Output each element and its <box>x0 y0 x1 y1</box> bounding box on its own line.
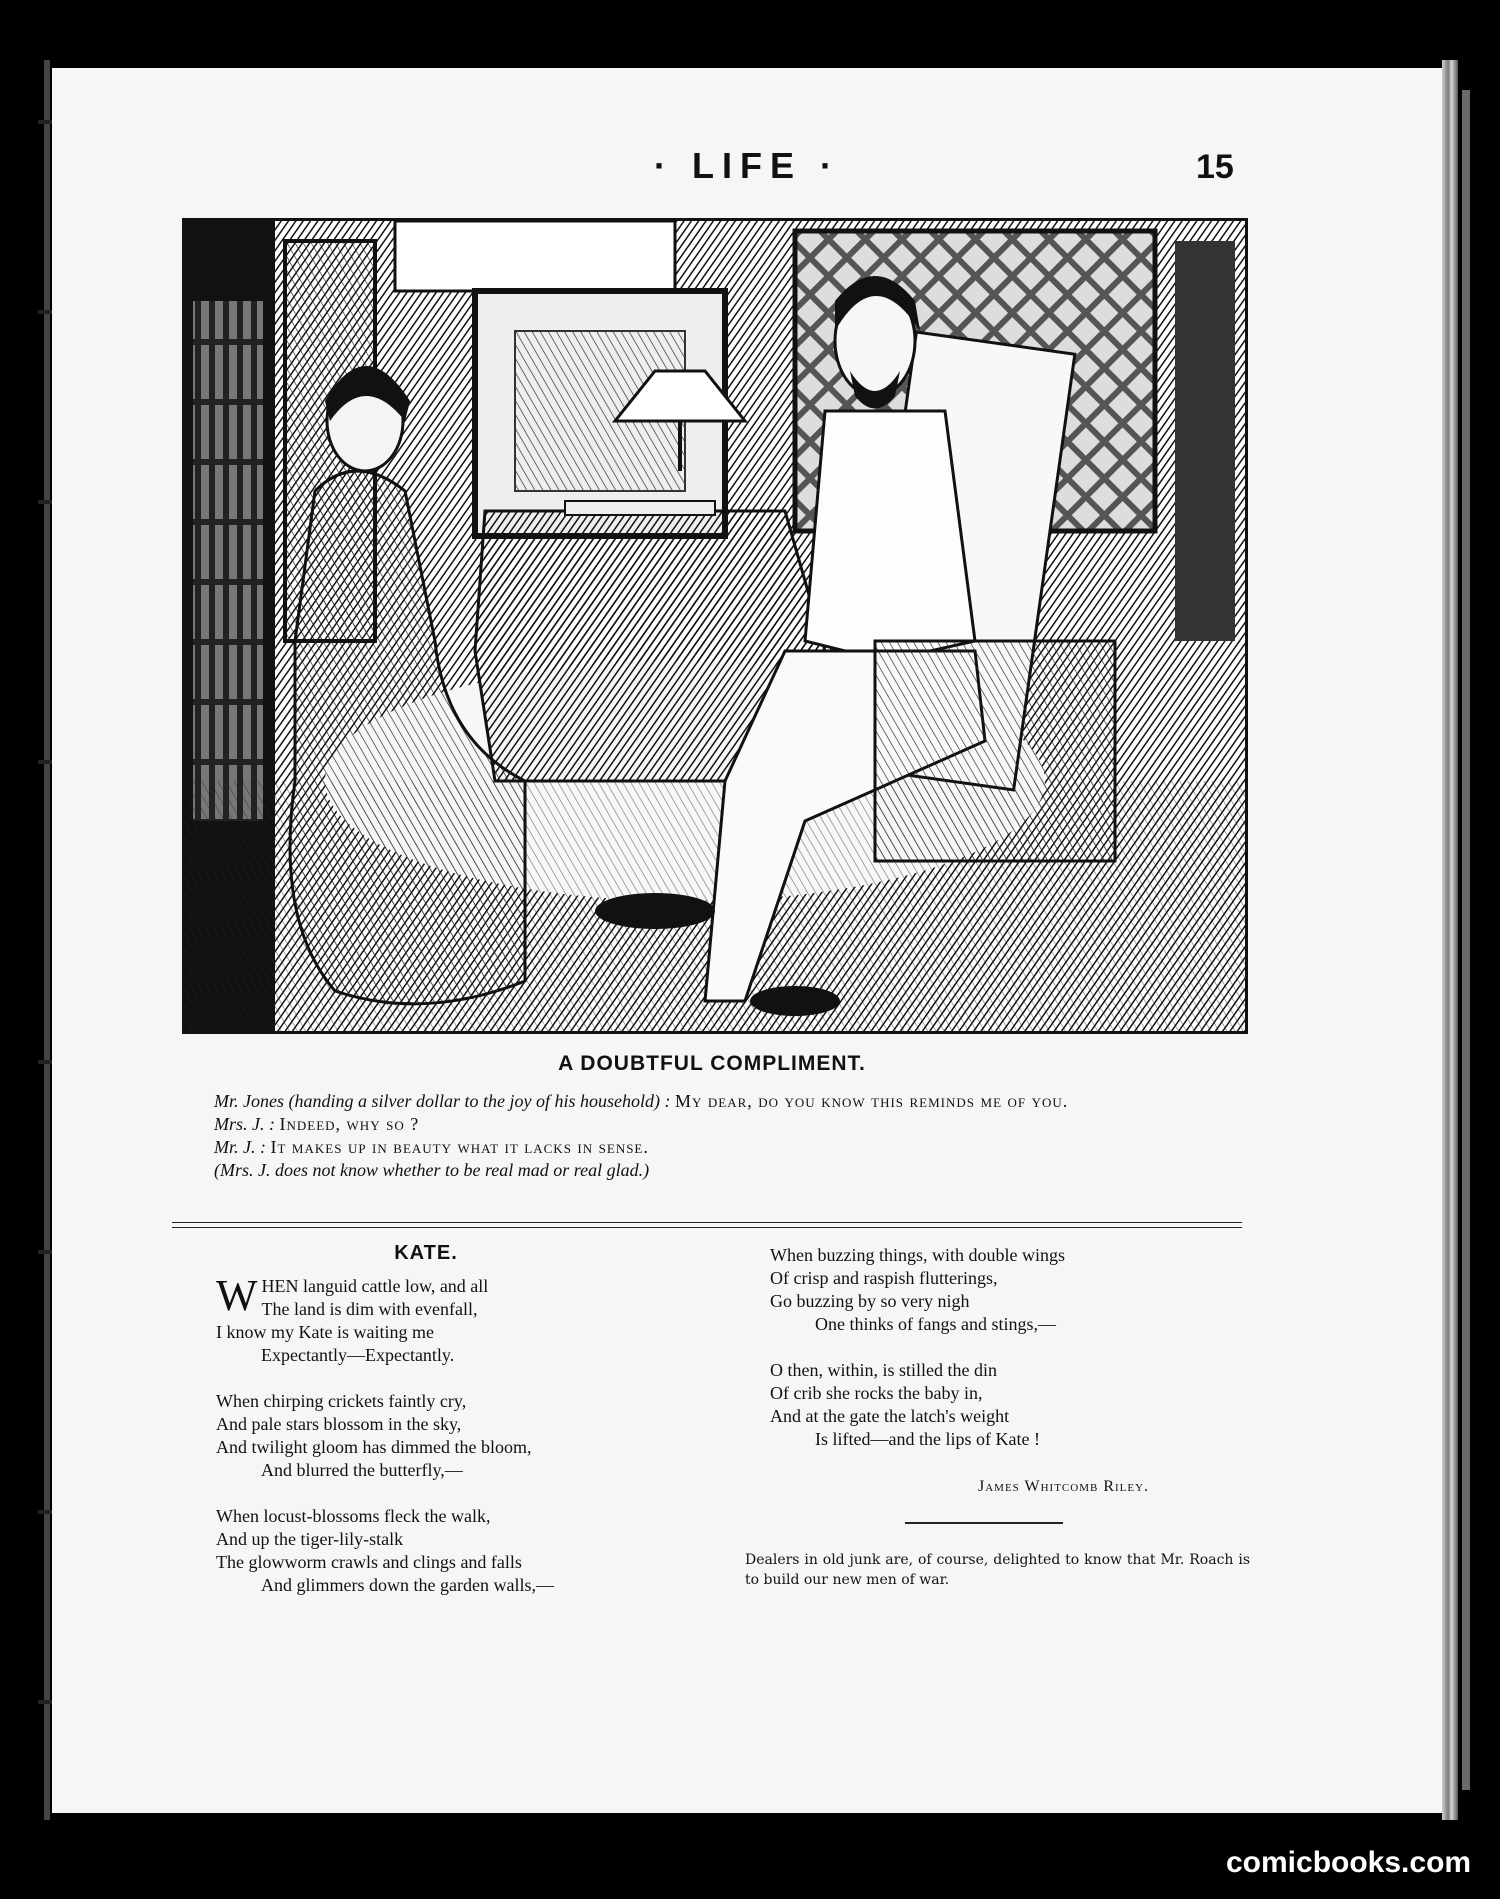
cartoon-illustration <box>182 218 1248 1034</box>
poem-line: And up the tiger-lily-stalk <box>216 1529 404 1549</box>
poem-line: Go buzzing by so very nigh <box>770 1291 970 1311</box>
stage-direction: (Mrs. J. does not know whether to be real mad or real glad.) <box>214 1160 650 1180</box>
poem-stanza <box>770 1359 1240 1451</box>
poem-line: And pale stars blossom in the sky, <box>216 1414 462 1434</box>
poem-line: I know my Kate is waiting me <box>216 1322 434 1342</box>
cartoon-title: A DOUBTFUL COMPLIMENT. <box>558 1052 866 1075</box>
speech: It makes up in beauty what it lacks in sense. <box>270 1137 649 1157</box>
masthead: · LIFE · <box>654 145 840 186</box>
poem-line: When buzzing things, with double wings <box>770 1245 1065 1265</box>
book-binding <box>44 60 50 1820</box>
poem-column-right <box>770 1244 1240 1474</box>
poem-line: Is lifted—and the lips of Kate ! <box>815 1429 1040 1449</box>
poem-line: When locust-blossoms fleck the walk, <box>216 1506 491 1526</box>
stage-direction: (handing a silver dollar to the joy of his household) : <box>288 1091 671 1111</box>
poem-line: And twilight gloom has dimmed the bloom, <box>216 1437 532 1457</box>
poem-line: And at the gate the latch's weight <box>770 1406 1010 1426</box>
drop-cap: W <box>216 1271 258 1320</box>
cartoon-dialogue <box>172 1090 1252 1182</box>
speech: My dear, do you know this reminds me of you. <box>674 1091 1069 1111</box>
speaker: Mrs. J. : <box>214 1114 275 1134</box>
poem-line: Of crisp and raspish flutterings, <box>770 1268 998 1288</box>
engraving-image <box>185 221 1245 1031</box>
poem-stanza <box>216 1505 686 1597</box>
watermark: comicbooks.com <box>1226 1846 1472 1879</box>
speaker: Mr. Jones <box>214 1091 284 1111</box>
poem-line: Expectantly—Expectantly. <box>261 1345 455 1365</box>
poem-column-left <box>216 1242 686 1620</box>
poem-line: The land is dim with evenfall, <box>261 1299 478 1319</box>
editorial-notice: Dealers in old junk are, of course, delighted to know that Mr. Roach is to build our new men of war. <box>745 1552 1250 1588</box>
page-edge <box>1462 90 1470 1790</box>
speech: Indeed, why so ? <box>279 1114 420 1134</box>
page-edge <box>1442 60 1458 1820</box>
poem-line: HEN languid cattle low, and all <box>261 1276 489 1296</box>
page-number: 15 <box>1196 148 1234 186</box>
poem-line: Of crib she rocks the baby in, <box>770 1383 983 1403</box>
short-divider <box>905 1522 1063 1524</box>
poem-line: O then, within, is stilled the din <box>770 1360 997 1380</box>
poem-stanza <box>216 1390 686 1482</box>
dialogue-line <box>172 1159 1252 1182</box>
poem-stanza <box>216 1271 686 1367</box>
poem-line: The glowworm crawls and clings and falls <box>216 1552 522 1572</box>
section-divider <box>172 1227 1242 1228</box>
section-divider <box>172 1222 1242 1223</box>
poem-line: When chirping crickets faintly cry, <box>216 1391 467 1411</box>
poem-author: James Whitcomb Riley. <box>978 1478 1150 1495</box>
poem-line: One thinks of fangs and stings,— <box>815 1314 1056 1334</box>
dialogue-line <box>172 1136 1252 1159</box>
poem-line: And glimmers down the garden walls,— <box>261 1575 554 1595</box>
dialogue-line <box>172 1113 1252 1136</box>
speaker: Mr. J. : <box>214 1137 266 1157</box>
poem-stanza <box>770 1244 1240 1336</box>
poem-title: KATE. <box>394 1242 458 1264</box>
poem-line: And blurred the butterfly,— <box>261 1460 463 1480</box>
dialogue-line <box>172 1090 1252 1113</box>
